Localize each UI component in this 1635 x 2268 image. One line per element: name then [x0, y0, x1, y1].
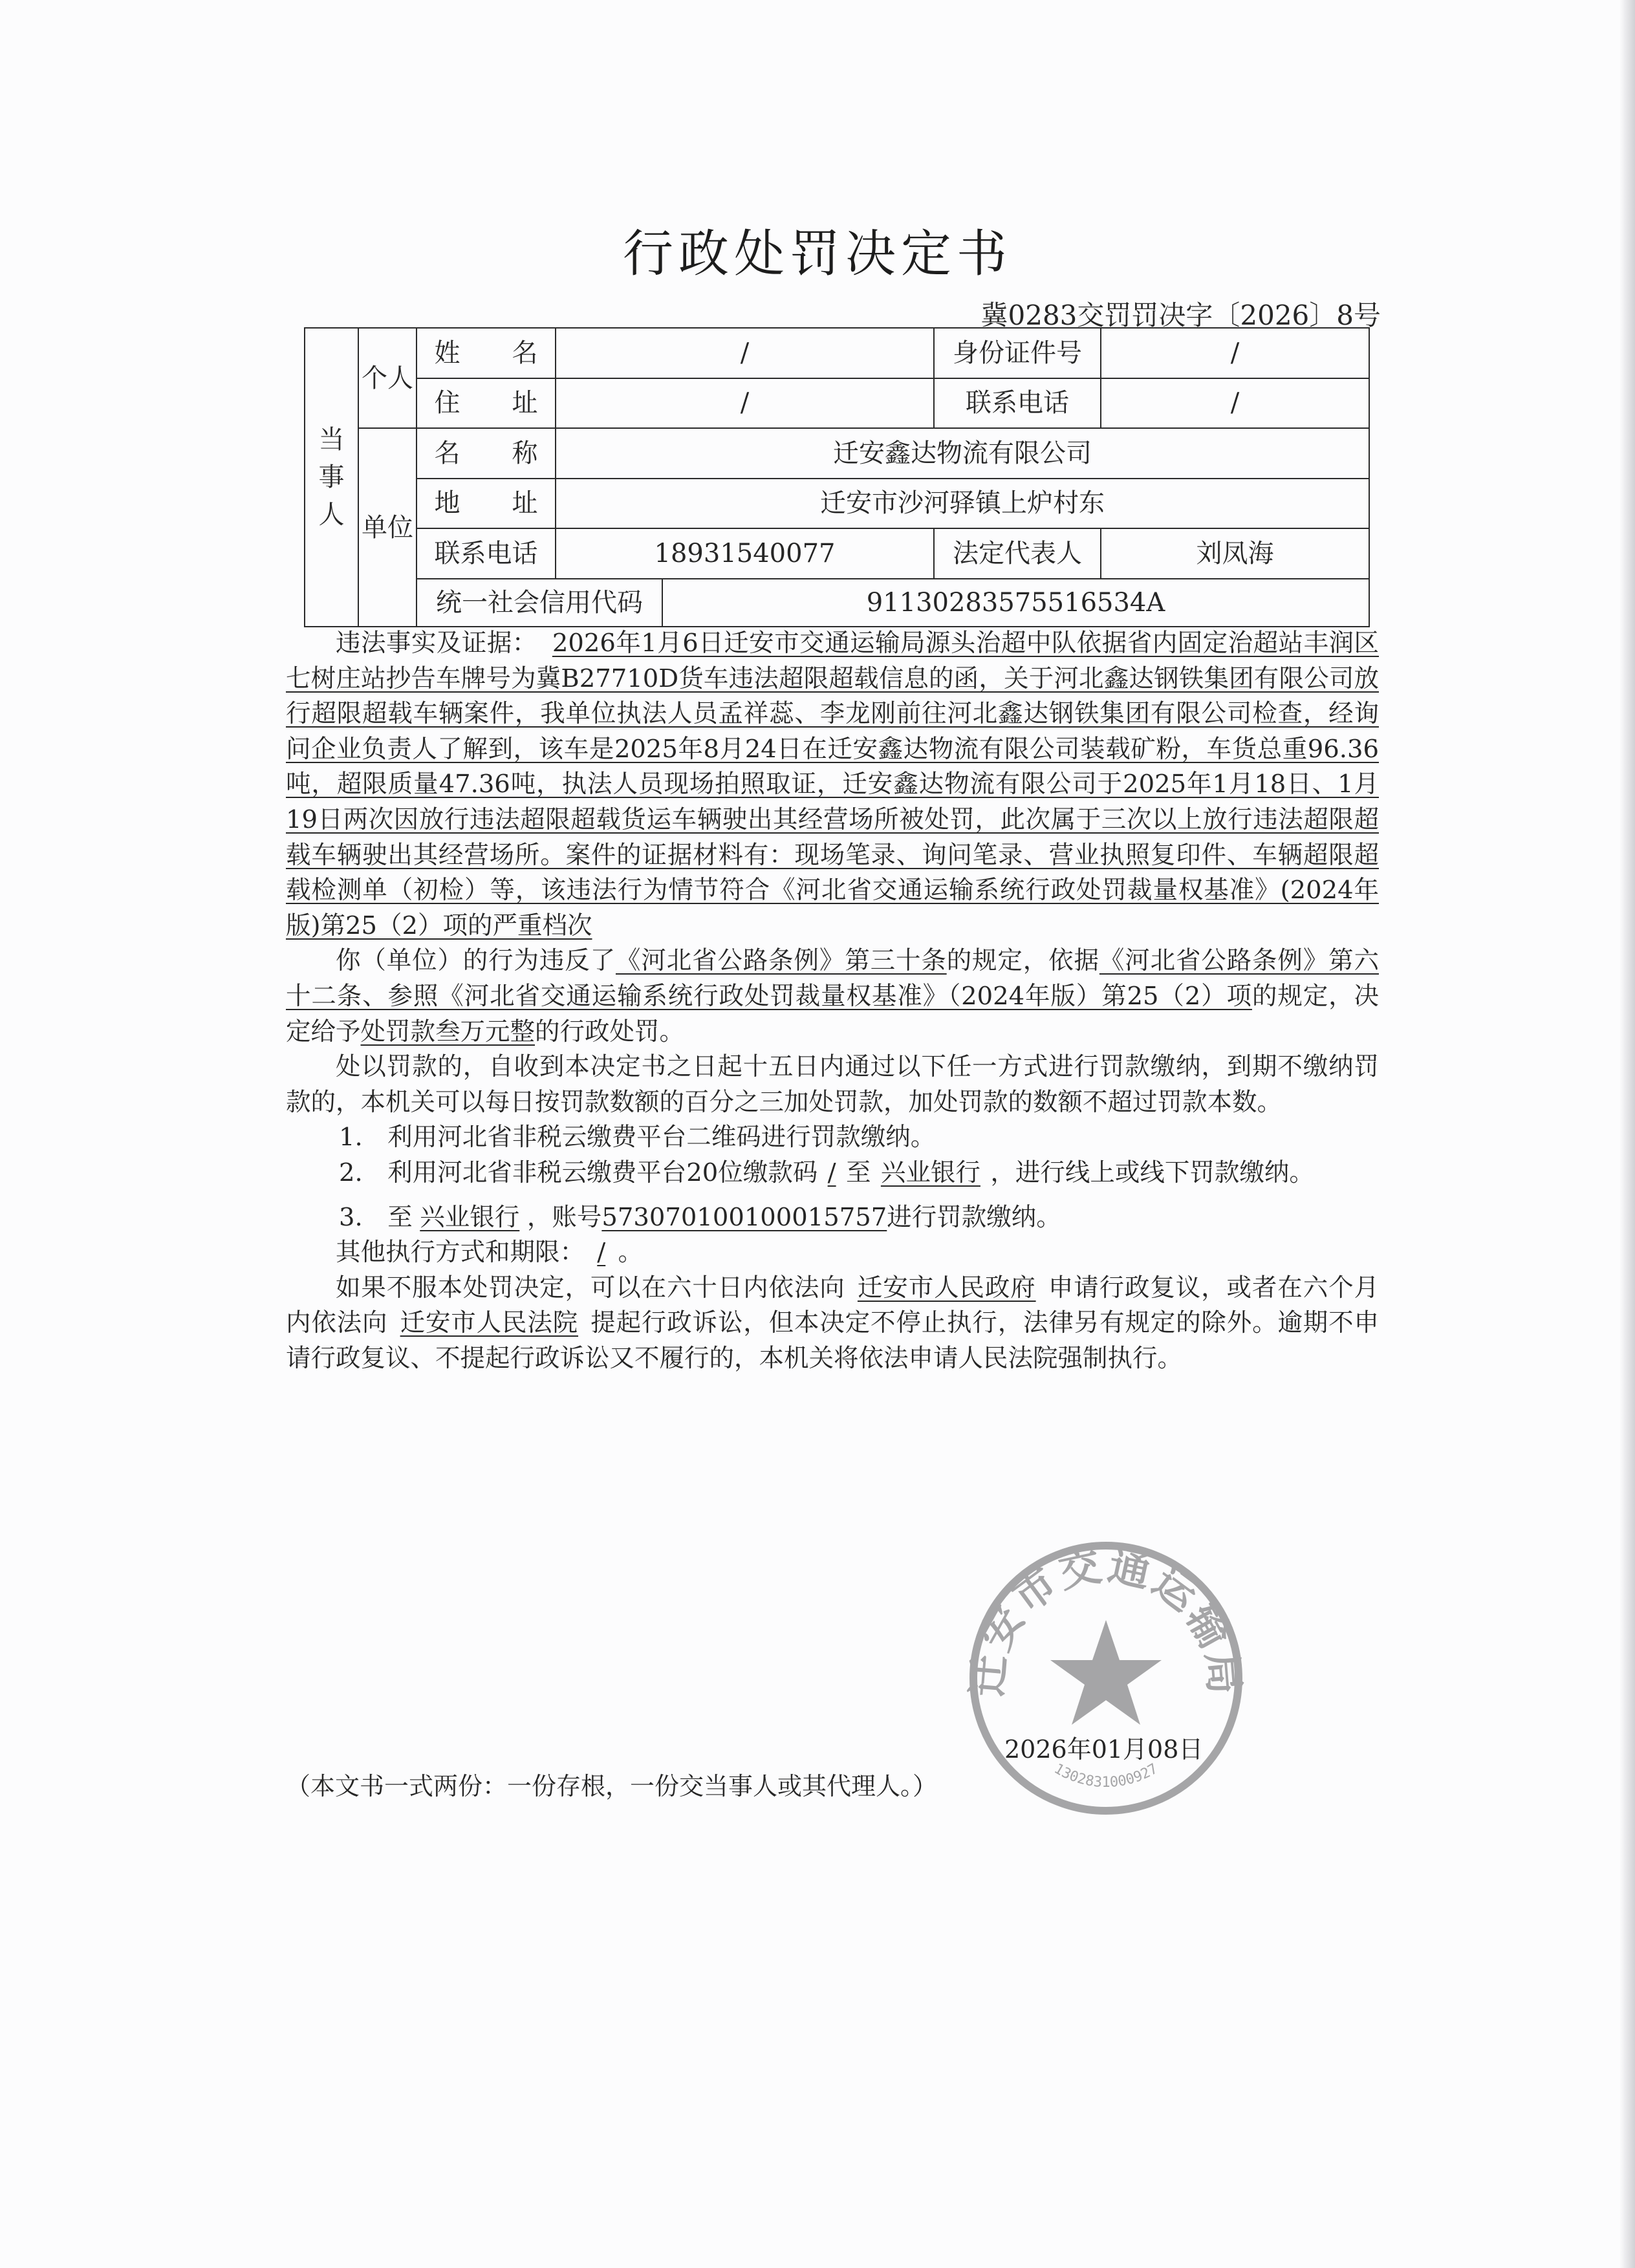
method3-bank: 兴业银行	[420, 1202, 520, 1232]
individual-name-value: /	[556, 328, 934, 378]
unit-phone-label: 联系电话	[417, 528, 556, 579]
unit-phone-value: 18931540077	[556, 528, 934, 579]
basis-law: 《河北省公路条例》第六十二条、参照《河北省交通运输系统行政处罚裁量权基准》（2024年版）第25（2）项	[286, 946, 1379, 1011]
issue-date: 2026年01月08日	[1004, 1735, 1204, 1764]
unit-credit-value: 91130283575516534A	[662, 579, 1369, 627]
payment-intro: 处以罚款的，自收到本决定书之日起十五日内通过以下任一方式进行罚款缴纳，到期不缴纳罚款的，本机关可以每日按罚款数额的百分之三加处罚款，加处罚款的数额不超过罚款本数。	[286, 1052, 1379, 1117]
individual-id-value: /	[1101, 328, 1369, 378]
party-info-table	[304, 327, 1370, 627]
scan-edge-shadow	[1619, 0, 1635, 2268]
document-number: 冀0283交罚罚决字〔2026〕8号	[980, 299, 1381, 331]
unit-label: 单位	[358, 428, 417, 627]
individual-label: 个人	[358, 328, 417, 428]
unit-address-value: 迁安市沙河驿镇上炉村东	[556, 479, 1369, 529]
unit-rep-value: 刘凤海	[1101, 528, 1369, 579]
penalty-amount: 处罚款叁万元整	[360, 1017, 536, 1046]
decision-text-1: 你（单位）的行为违反了	[336, 946, 616, 976]
method2-bank: 兴业银行	[880, 1158, 980, 1187]
method3-text-a: 3. 至	[339, 1202, 413, 1232]
individual-address-value: /	[556, 378, 934, 429]
decision-text-2: 的规定，依据	[946, 946, 1099, 976]
party-section-label: 当事人	[305, 328, 358, 627]
payment-method-2	[286, 1156, 1379, 1191]
appeal-text-b: 申请行政复议，或者在六个月内依法向	[286, 1273, 1379, 1338]
method3-text-b: ，账号	[526, 1202, 602, 1232]
decision-paragraph	[286, 944, 1379, 1050]
document-title: 行政处罚决定书	[622, 225, 1012, 283]
copies-note: （本文书一式两份：一份存根，一份交当事人或其代理人。）	[286, 1772, 938, 1800]
document-body	[286, 626, 1379, 1376]
unit-address-label: 地 址	[417, 479, 556, 529]
decision-text-3: 的规定，决定给予	[286, 981, 1379, 1046]
facts-label: 违法事实及证据：	[336, 629, 537, 658]
seal-text: 迁安市交通运输局	[964, 1541, 1248, 1699]
individual-address-label: 住 址	[417, 378, 556, 429]
method2-code: /	[827, 1158, 836, 1187]
individual-name-label: 姓 名	[417, 328, 556, 378]
seal-number: 1302831000927	[1051, 1760, 1161, 1791]
appeal-text-a: 如果不服本处罚决定，可以在六十日内依法向	[336, 1273, 845, 1302]
method2-text-c: ，进行线上或线下罚款缴纳。	[990, 1158, 1314, 1187]
method3-account: 573070100100015757	[601, 1202, 887, 1232]
facts-paragraph	[286, 626, 1379, 944]
official-seal-icon	[964, 1536, 1248, 1820]
method3-text-c: 进行罚款缴纳。	[887, 1202, 1061, 1232]
other-value: /	[597, 1238, 606, 1268]
individual-phone-value: /	[1101, 378, 1369, 429]
unit-name-label: 名 称	[417, 428, 556, 479]
unit-credit-label: 统一社会信用代码	[417, 579, 662, 627]
violated-law: 《河北省公路条例》第三十条	[615, 946, 947, 976]
decision-text-4: 的行政处罚。	[535, 1017, 685, 1046]
svg-text:1302831000927	[1051, 1761, 1160, 1791]
individual-id-label: 身份证件号	[934, 328, 1101, 378]
other-execution	[286, 1235, 1379, 1271]
other-text-a: 其他执行方式和期限：	[336, 1238, 585, 1268]
facts-text: 2026年1月6日迁安市交通运输局源头治超中队依据省内固定治超站丰润区七树庄站抄告车牌号为冀B27710D货车违法超限超载信息的函，关于河北鑫达钢铁集团有限公司放行超限超载车辆案件，我单位执法人员孟祥蕊、李龙刚前往河北鑫达钢铁集团有限公司检查，经询问企业负责人了解到，该车是2025年8月24日在迁安鑫达物流有限公司装载矿粉，车货总重96.36吨，超限质量47.36吨，执法人员现场拍照取证，迁安鑫达物流有限公司于2025年1月18日、1月19日两次因放行违法超限超载货运车辆驶出其经营场所被处罚，此次属于三次以上放行违法超限超载车辆驶出其经营场所。案件的证据材料有：现场笔录、询问笔录、营业执照复印件、车辆超限超载检测单（初检）等，该违法行为情节符合《河北省交通运输系统行政处罚裁量权基准》(2024年版)第25（2）项的严重档次	[286, 629, 1379, 940]
method2-text-b: 至	[846, 1158, 871, 1187]
method2-text-a: 2. 利用河北省非税云缴费平台20位缴款码	[339, 1158, 818, 1187]
appeal-text-c: 提起行政诉讼，但本决定不停止执行，法律另有规定的除外。逾期不申请行政复议、不提起行政诉讼又不履行的，本机关将依法申请人民法院强制执行。	[286, 1308, 1379, 1373]
individual-phone-label: 联系电话	[934, 378, 1101, 429]
payment-method-3	[286, 1200, 1379, 1236]
appeal-paragraph	[286, 1271, 1379, 1377]
other-text-b: 。	[618, 1238, 644, 1268]
unit-rep-label: 法定代表人	[934, 528, 1101, 579]
litigation-court: 迁安市人民法院	[400, 1308, 579, 1338]
review-authority: 迁安市人民政府	[857, 1273, 1036, 1302]
payment-method-1: 1. 利用河北省非税云缴费平台二维码进行罚款缴纳。	[339, 1123, 936, 1152]
unit-name-value: 迁安鑫达物流有限公司	[556, 428, 1369, 479]
